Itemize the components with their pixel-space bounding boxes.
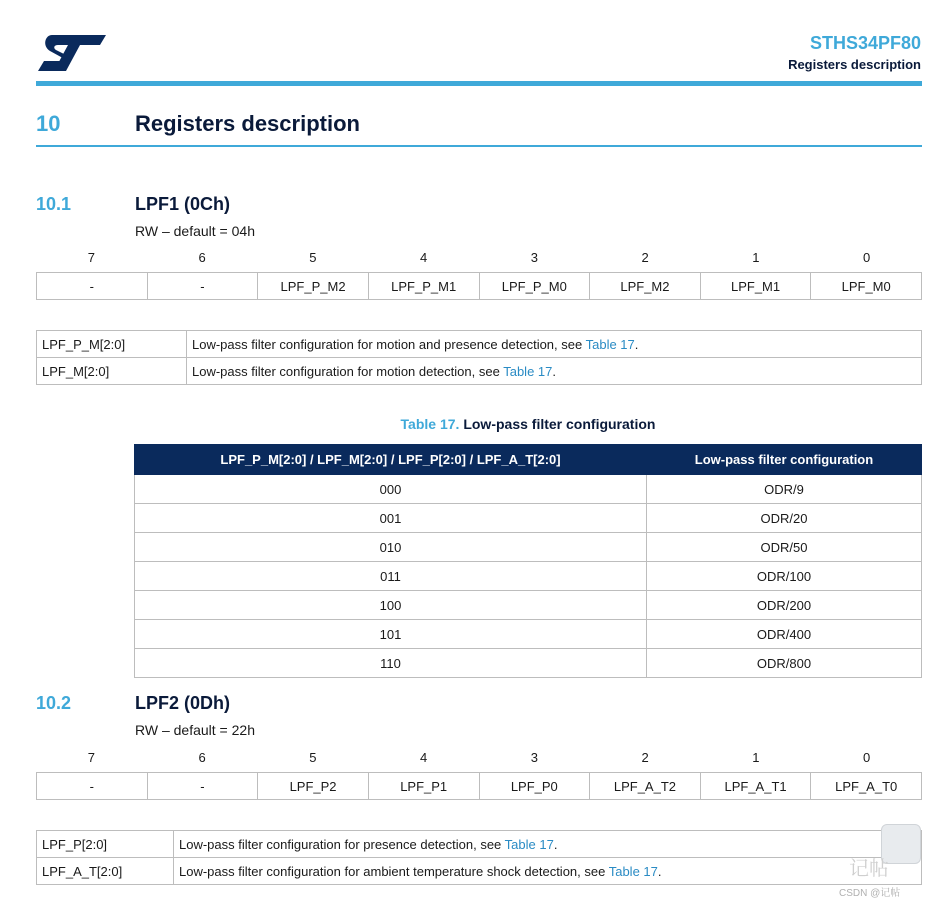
column-header: LPF_P_M[2:0] / LPF_M[2:0] / LPF_P[2:0] / LPF_A_T[2:0] [135,445,647,475]
table-cell: ODR/20 [647,504,922,533]
field-description-table [36,330,922,385]
table-row [135,562,922,591]
bit-number: 5 [309,250,317,265]
section-rule [36,145,922,147]
bit-number: 3 [530,250,538,265]
bit-number-row [36,250,922,270]
bit-cell: - [37,273,148,300]
description-end: . [553,836,558,852]
bit-number: 0 [863,750,871,765]
doc-subtitle: Registers description [788,57,921,72]
table-17-link[interactable]: Table 17 [585,336,635,352]
watermark-small-text: CSDN @记帖 [839,888,901,899]
bit-cell: LPF_A_T1 [700,773,811,800]
section-number: 10 [36,111,61,136]
table-row [37,331,922,358]
bit-number: 6 [198,250,206,265]
table-row [37,858,922,885]
subsection-number: 10.2 [36,693,72,713]
bit-cell: LPF_M2 [590,273,701,300]
watermark [809,824,929,900]
bit-cell: - [147,273,258,300]
field-name: LPF_M[2:0] [37,358,187,385]
bit-cell: LPF_M1 [700,273,811,300]
description-text: Low-pass filter configuration for motion detection, see [192,363,504,379]
table-cell: 001 [135,504,647,533]
description-end: . [657,863,662,879]
field-name: LPF_P[2:0] [37,831,174,858]
table-cell: 010 [135,533,647,562]
subsection-number: 10.1 [36,194,72,214]
bit-cell: LPF_P2 [258,773,369,800]
table-row [135,475,922,504]
description-end: . [634,336,639,352]
bit-number: 0 [863,250,871,265]
table-cell: 110 [135,649,647,678]
subsection-title: LPF2 (0Dh) [135,693,231,713]
description-text: Low-pass filter configuration for presence detection, see [179,836,505,852]
bit-cell: LPF_P_M0 [479,273,590,300]
table-cell: ODR/200 [647,591,922,620]
bit-number: 5 [309,750,317,765]
register-bits-row [37,273,922,300]
bit-cell: LPF_A_T0 [811,773,922,800]
description-text: Low-pass filter configuration for ambient temperature shock detection, see [179,863,609,879]
table-cell: 011 [135,562,647,591]
table-row [135,620,922,649]
description-text: Low-pass filter configuration for motion and presence detection, see [192,336,586,352]
bit-number: 7 [87,250,95,265]
bit-number: 2 [641,750,649,765]
table-cell: ODR/9 [647,475,922,504]
bit-cell: - [37,773,148,800]
section-title: Registers description [135,111,360,136]
bit-cell: LPF_P_M2 [258,273,369,300]
bit-number: 4 [420,750,428,765]
bit-cell: LPF_P0 [479,773,590,800]
doc-title: STHS34PF80 [809,33,921,53]
bit-number: 1 [752,250,760,265]
bit-cell: LPF_M0 [811,273,922,300]
table-label: Table 17. [400,416,460,432]
table-row [135,649,922,678]
description-end: . [552,363,556,379]
table-cell: 100 [135,591,647,620]
bit-cell: LPF_A_T2 [590,773,701,800]
rw-default: RW – default = 22h [135,722,255,738]
register-bits-table [36,772,922,800]
column-header: Low-pass filter configuration [647,445,922,475]
bit-number: 6 [198,750,206,765]
bit-number: 3 [530,750,538,765]
header-rule [36,81,922,86]
table-cell: 000 [135,475,647,504]
bit-number: 4 [420,250,428,265]
bit-number-row [36,750,922,770]
rw-default: RW – default = 04h [135,223,255,239]
bit-number: 7 [87,750,95,765]
table-header-row [135,445,922,475]
field-name: LPF_A_T[2:0] [37,858,174,885]
table-cell: ODR/50 [647,533,922,562]
bit-cell: LPF_P1 [368,773,479,800]
table-row [135,591,922,620]
subsection-title: LPF1 (0Ch) [135,194,231,214]
table-17-link[interactable]: Table 17 [503,363,553,379]
register-bits-table [36,272,922,300]
table-cell: 101 [135,620,647,649]
field-name: LPF_P_M[2:0] [37,331,187,358]
lpf-config-table [134,444,922,678]
table-cell: ODR/100 [647,562,922,591]
table-row [37,358,922,385]
register-bits-row [37,773,922,800]
table-row [135,533,922,562]
st-logo [36,33,108,73]
table-cell: ODR/800 [647,649,922,678]
table-17-link[interactable]: Table 17 [504,836,554,852]
table-row [135,504,922,533]
bit-number: 1 [752,750,760,765]
watermark-text: 记帖 [849,858,889,880]
field-description [187,358,922,385]
table-cell: ODR/400 [647,620,922,649]
bit-cell: - [147,773,258,800]
table-title: Low-pass filter configuration [463,416,656,432]
bit-number: 2 [641,250,649,265]
table-caption [134,416,922,432]
field-description [187,331,922,358]
table-17-link[interactable]: Table 17 [608,863,658,879]
bit-cell: LPF_P_M1 [368,273,479,300]
table-row [37,831,922,858]
field-description-table [36,830,922,885]
